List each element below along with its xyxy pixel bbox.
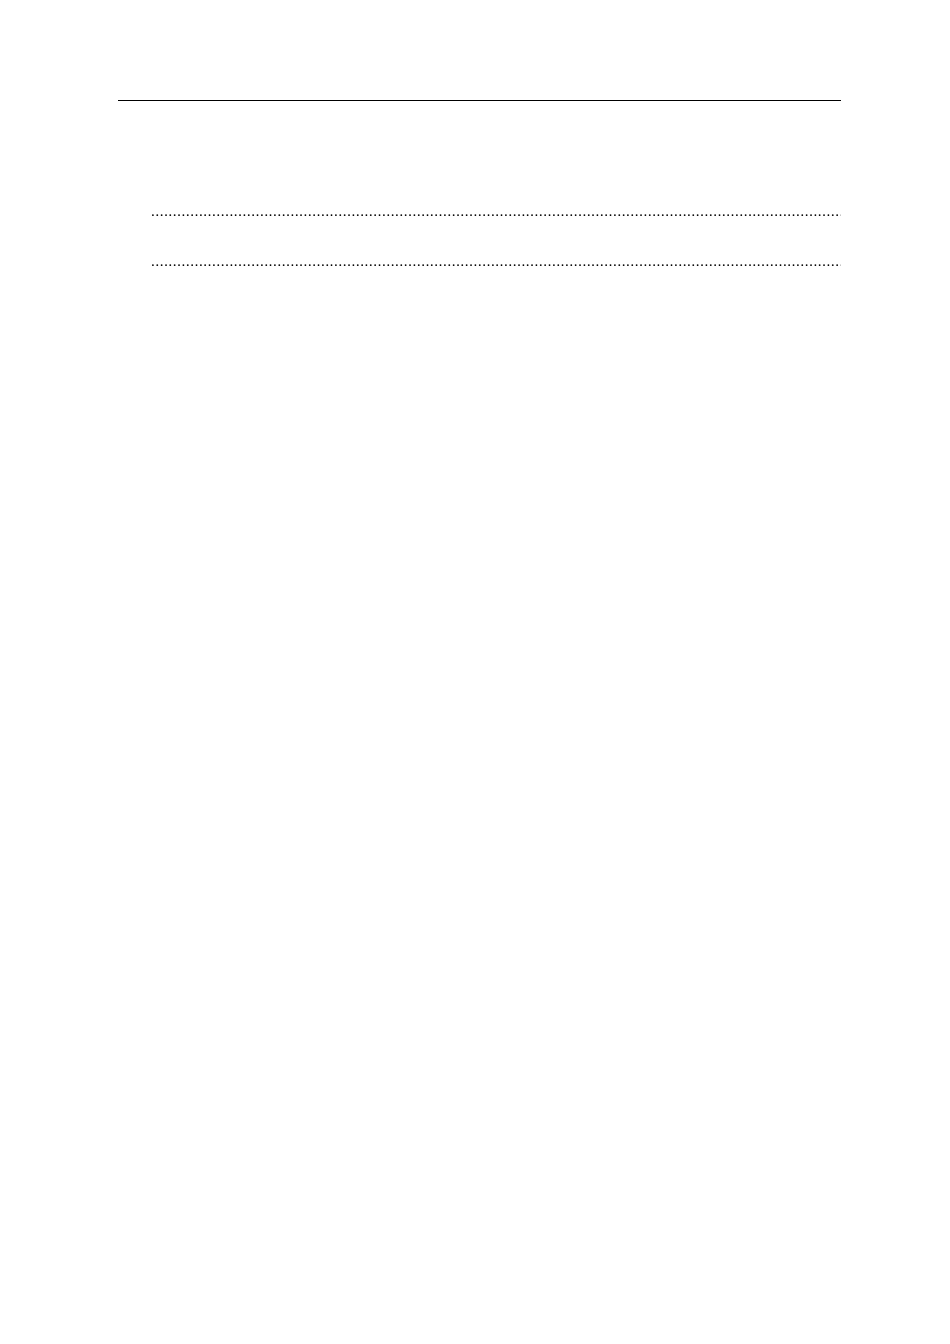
abstract-last-line[interactable] xyxy=(151,200,841,225)
table-of-contents xyxy=(118,200,841,275)
keywords-line xyxy=(151,225,841,250)
header-rule xyxy=(118,100,841,101)
dot-leader xyxy=(151,250,841,275)
dot-leader xyxy=(151,200,841,225)
keywords-last-line[interactable] xyxy=(151,250,841,275)
abstract-paragraph xyxy=(118,200,841,275)
